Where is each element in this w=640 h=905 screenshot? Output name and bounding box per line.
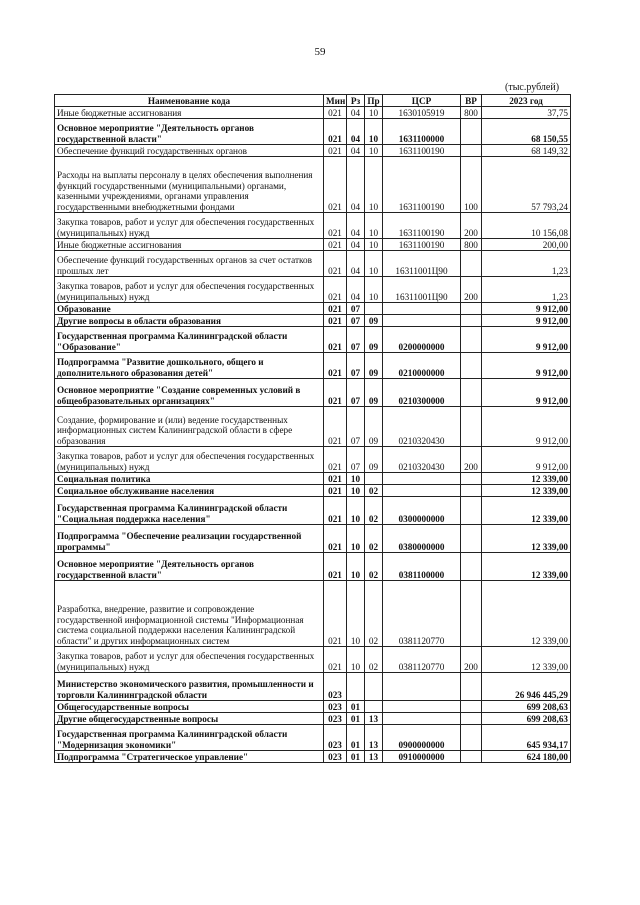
cell-amount: 12 339,00 [482, 497, 571, 525]
cell-min: 021 [324, 525, 347, 553]
cell-min: 021 [324, 353, 347, 379]
cell-rz: 10 [347, 553, 365, 581]
cell-name: Другие общегосударственные вопросы [55, 713, 324, 725]
cell-name: Подпрограмма "Обеспечение реализации государственной программы" [55, 525, 324, 553]
table-row [55, 713, 571, 725]
cell-vr [461, 725, 482, 751]
cell-name: Основное мероприятие "Деятельность органов государственной власти" [55, 119, 324, 145]
cell-min: 021 [324, 213, 347, 239]
cell-name: Министерство экономического развития, промышленности и торговли Калининградской области [55, 673, 324, 701]
cell-name: Социальное обслуживание населения [55, 485, 324, 497]
cell-min: 021 [324, 119, 347, 145]
cell-rz: 07 [347, 303, 365, 315]
cell-vr: 200 [461, 213, 482, 239]
cell-csr [383, 315, 461, 327]
cell-rz: 07 [347, 353, 365, 379]
cell-min: 021 [324, 107, 347, 119]
table-row [55, 581, 571, 647]
cell-amount: 12 339,00 [482, 553, 571, 581]
cell-pr: 13 [365, 725, 383, 751]
cell-pr: 10 [365, 277, 383, 303]
cell-pr: 13 [365, 751, 383, 763]
cell-vr [461, 525, 482, 553]
cell-pr: 02 [365, 581, 383, 647]
cell-pr: 09 [365, 379, 383, 407]
units-label: (тыс.рублей) [505, 82, 560, 93]
cell-amount: 9 912,00 [482, 353, 571, 379]
cell-rz: 10 [347, 647, 365, 673]
table-row [55, 277, 571, 303]
cell-csr: 0381120770 [383, 647, 461, 673]
table-body [55, 107, 571, 763]
cell-pr: 09 [365, 407, 383, 447]
header-csr: ЦСР [383, 95, 461, 107]
cell-csr: 0910000000 [383, 751, 461, 763]
table-row [55, 157, 571, 213]
cell-rz: 04 [347, 119, 365, 145]
cell-name: Закупка товаров, работ и услуг для обеспечения государственных (муниципальных) нужд [55, 447, 324, 473]
cell-amount: 68 149,32 [482, 145, 571, 157]
cell-vr: 800 [461, 239, 482, 251]
cell-vr [461, 553, 482, 581]
table-row [55, 485, 571, 497]
table-row [55, 525, 571, 553]
cell-rz: 10 [347, 497, 365, 525]
cell-rz: 01 [347, 725, 365, 751]
cell-csr: 1631100190 [383, 157, 461, 213]
cell-amount: 9 912,00 [482, 407, 571, 447]
cell-min: 021 [324, 497, 347, 525]
cell-pr: 02 [365, 525, 383, 553]
cell-amount: 9 912,00 [482, 327, 571, 353]
cell-rz: 07 [347, 407, 365, 447]
cell-name: Образование [55, 303, 324, 315]
table-row [55, 251, 571, 277]
cell-name: Создание, формирование и (или) ведение государственных информационных систем Калининградской области в сфере образования [55, 407, 324, 447]
cell-vr [461, 251, 482, 277]
cell-vr [461, 353, 482, 379]
cell-rz: 07 [347, 447, 365, 473]
cell-pr: 09 [365, 353, 383, 379]
cell-name: Государственная программа Калининградской области "Социальная поддержка населения" [55, 497, 324, 525]
cell-amount: 9 912,00 [482, 447, 571, 473]
cell-vr [461, 701, 482, 713]
cell-min: 021 [324, 553, 347, 581]
cell-pr [365, 673, 383, 701]
cell-vr [461, 327, 482, 353]
cell-rz: 10 [347, 581, 365, 647]
cell-min: 021 [324, 647, 347, 673]
cell-vr [461, 485, 482, 497]
cell-rz: 04 [347, 239, 365, 251]
cell-csr: 0210300000 [383, 379, 461, 407]
cell-rz: 07 [347, 327, 365, 353]
cell-min: 023 [324, 725, 347, 751]
table-row [55, 447, 571, 473]
cell-rz: 10 [347, 525, 365, 553]
cell-name: Иные бюджетные ассигнования [55, 239, 324, 251]
header-name: Наименование кода [55, 95, 324, 107]
cell-pr: 10 [365, 157, 383, 213]
cell-min: 021 [324, 485, 347, 497]
cell-amount: 699 208,63 [482, 701, 571, 713]
cell-min: 023 [324, 713, 347, 725]
table-row [55, 553, 571, 581]
header-min: Мин [324, 95, 347, 107]
cell-pr: 13 [365, 713, 383, 725]
cell-name: Закупка товаров, работ и услуг для обеспечения государственных (муниципальных) нужд [55, 213, 324, 239]
cell-csr: 0210000000 [383, 353, 461, 379]
cell-amount: 699 208,63 [482, 713, 571, 725]
table-row [55, 725, 571, 751]
cell-csr: 1631100000 [383, 119, 461, 145]
cell-amount: 68 150,55 [482, 119, 571, 145]
cell-amount: 200,00 [482, 239, 571, 251]
cell-min: 021 [324, 239, 347, 251]
cell-rz: 04 [347, 157, 365, 213]
cell-rz: 04 [347, 107, 365, 119]
header-row [55, 95, 571, 107]
table-row [55, 213, 571, 239]
cell-min: 021 [324, 315, 347, 327]
cell-rz: 04 [347, 277, 365, 303]
cell-pr: 02 [365, 485, 383, 497]
cell-amount: 1,23 [482, 277, 571, 303]
cell-pr: 10 [365, 119, 383, 145]
cell-vr [461, 473, 482, 485]
table-row [55, 303, 571, 315]
cell-pr: 10 [365, 251, 383, 277]
table-row [55, 119, 571, 145]
cell-rz: 04 [347, 145, 365, 157]
cell-min: 021 [324, 303, 347, 315]
table-row [55, 239, 571, 251]
table-row [55, 647, 571, 673]
cell-pr: 02 [365, 647, 383, 673]
cell-amount: 10 156,08 [482, 213, 571, 239]
cell-csr [383, 673, 461, 701]
cell-name: Государственная программа Калининградской области "Образование" [55, 327, 324, 353]
budget-table [54, 94, 571, 763]
header-year: 2023 год [482, 95, 571, 107]
cell-rz: 01 [347, 751, 365, 763]
cell-amount: 37,75 [482, 107, 571, 119]
cell-name: Закупка товаров, работ и услуг для обеспечения государственных (муниципальных) нужд [55, 277, 324, 303]
cell-vr [461, 407, 482, 447]
cell-pr: 09 [365, 447, 383, 473]
cell-min: 021 [324, 407, 347, 447]
cell-name: Обеспечение функций государственных органов [55, 145, 324, 157]
cell-min: 021 [324, 379, 347, 407]
cell-vr [461, 497, 482, 525]
cell-amount: 26 946 445,29 [482, 673, 571, 701]
header-rz: Рз [347, 95, 365, 107]
cell-amount: 57 793,24 [482, 157, 571, 213]
table-row [55, 145, 571, 157]
page-number: 59 [314, 46, 326, 58]
cell-name: Государственная программа Калининградской области "Модернизация экономики" [55, 725, 324, 751]
cell-min: 021 [324, 251, 347, 277]
cell-csr: 1631100190 [383, 145, 461, 157]
cell-amount: 645 934,17 [482, 725, 571, 751]
cell-csr [383, 303, 461, 315]
cell-amount: 624 180,00 [482, 751, 571, 763]
cell-csr [383, 713, 461, 725]
cell-name: Расходы на выплаты персоналу в целях обеспечения выполнения функций государственными (муниципальными) органами, казенными учреждениями, органами управления государственными внебюджетными фондами [55, 157, 324, 213]
header-pr: Пр [365, 95, 383, 107]
cell-vr [461, 379, 482, 407]
table-row [55, 107, 571, 119]
cell-csr: 1630105919 [383, 107, 461, 119]
table-row [55, 701, 571, 713]
cell-rz: 10 [347, 473, 365, 485]
cell-name: Другие вопросы в области образования [55, 315, 324, 327]
cell-vr: 200 [461, 647, 482, 673]
cell-csr: 0381120770 [383, 581, 461, 647]
cell-vr [461, 713, 482, 725]
cell-name: Общегосударственные вопросы [55, 701, 324, 713]
cell-vr: 200 [461, 277, 482, 303]
cell-pr: 09 [365, 315, 383, 327]
cell-vr: 800 [461, 107, 482, 119]
cell-csr: 1631100190 [383, 213, 461, 239]
cell-csr [383, 473, 461, 485]
cell-min: 021 [324, 145, 347, 157]
cell-pr: 10 [365, 239, 383, 251]
cell-name: Основное мероприятие "Создание современных условий в общеобразовательных организациях" [55, 379, 324, 407]
cell-name: Подпрограмма "Развитие дошкольного, общего и дополнительного образования детей" [55, 353, 324, 379]
cell-csr: 0210320430 [383, 407, 461, 447]
cell-csr [383, 485, 461, 497]
cell-amount: 12 339,00 [482, 473, 571, 485]
table-row [55, 315, 571, 327]
cell-csr [383, 701, 461, 713]
cell-csr: 0381100000 [383, 553, 461, 581]
cell-csr: 0900000000 [383, 725, 461, 751]
cell-amount: 12 339,00 [482, 647, 571, 673]
table-row [55, 497, 571, 525]
table-row [55, 473, 571, 485]
cell-vr [461, 303, 482, 315]
table-row [55, 327, 571, 353]
table-row [55, 751, 571, 763]
cell-rz: 07 [347, 315, 365, 327]
cell-pr: 10 [365, 107, 383, 119]
cell-min: 021 [324, 157, 347, 213]
cell-csr: 0200000000 [383, 327, 461, 353]
cell-csr: 0300000000 [383, 497, 461, 525]
cell-csr: 1631100190 [383, 239, 461, 251]
cell-vr: 100 [461, 157, 482, 213]
table-row [55, 353, 571, 379]
cell-rz: 01 [347, 713, 365, 725]
cell-vr: 200 [461, 447, 482, 473]
cell-rz: 01 [347, 701, 365, 713]
cell-min: 021 [324, 581, 347, 647]
cell-name: Обеспечение функций государственных органов за счет остатков прошлых лет [55, 251, 324, 277]
cell-name: Закупка товаров, работ и услуг для обеспечения государственных (муниципальных) нужд [55, 647, 324, 673]
cell-amount: 9 912,00 [482, 315, 571, 327]
cell-vr [461, 581, 482, 647]
cell-min: 021 [324, 473, 347, 485]
cell-pr [365, 303, 383, 315]
cell-name: Основное мероприятие "Деятельность органов государственной власти" [55, 553, 324, 581]
cell-vr [461, 145, 482, 157]
cell-csr: 16311001Ц90 [383, 251, 461, 277]
cell-pr: 02 [365, 497, 383, 525]
cell-pr [365, 473, 383, 485]
cell-min: 023 [324, 673, 347, 701]
cell-amount: 12 339,00 [482, 485, 571, 497]
table-row [55, 407, 571, 447]
cell-csr: 16311001Ц90 [383, 277, 461, 303]
cell-vr [461, 751, 482, 763]
cell-csr: 0210320430 [383, 447, 461, 473]
header-vr: ВР [461, 95, 482, 107]
cell-pr: 02 [365, 553, 383, 581]
cell-rz [347, 673, 365, 701]
cell-name: Подпрограмма "Стратегическое управление" [55, 751, 324, 763]
cell-rz: 04 [347, 213, 365, 239]
cell-min: 021 [324, 447, 347, 473]
cell-csr: 0380000000 [383, 525, 461, 553]
cell-min: 023 [324, 751, 347, 763]
cell-vr [461, 315, 482, 327]
cell-min: 021 [324, 327, 347, 353]
cell-pr: 10 [365, 145, 383, 157]
cell-rz: 10 [347, 485, 365, 497]
cell-pr: 09 [365, 327, 383, 353]
cell-min: 021 [324, 277, 347, 303]
cell-amount: 1,23 [482, 251, 571, 277]
cell-pr: 10 [365, 213, 383, 239]
cell-amount: 9 912,00 [482, 379, 571, 407]
cell-vr [461, 673, 482, 701]
cell-amount: 9 912,00 [482, 303, 571, 315]
cell-rz: 04 [347, 251, 365, 277]
cell-vr [461, 119, 482, 145]
cell-min: 023 [324, 701, 347, 713]
cell-name: Разработка, внедрение, развитие и сопровождение государственной информационной системы "Информационная система социальной поддержки населения Калининградской области" и других информационных систем [55, 581, 324, 647]
cell-amount: 12 339,00 [482, 525, 571, 553]
table-row [55, 673, 571, 701]
cell-name: Социальная политика [55, 473, 324, 485]
cell-rz: 07 [347, 379, 365, 407]
table-row [55, 379, 571, 407]
cell-name: Иные бюджетные ассигнования [55, 107, 324, 119]
cell-pr [365, 701, 383, 713]
cell-amount: 12 339,00 [482, 581, 571, 647]
